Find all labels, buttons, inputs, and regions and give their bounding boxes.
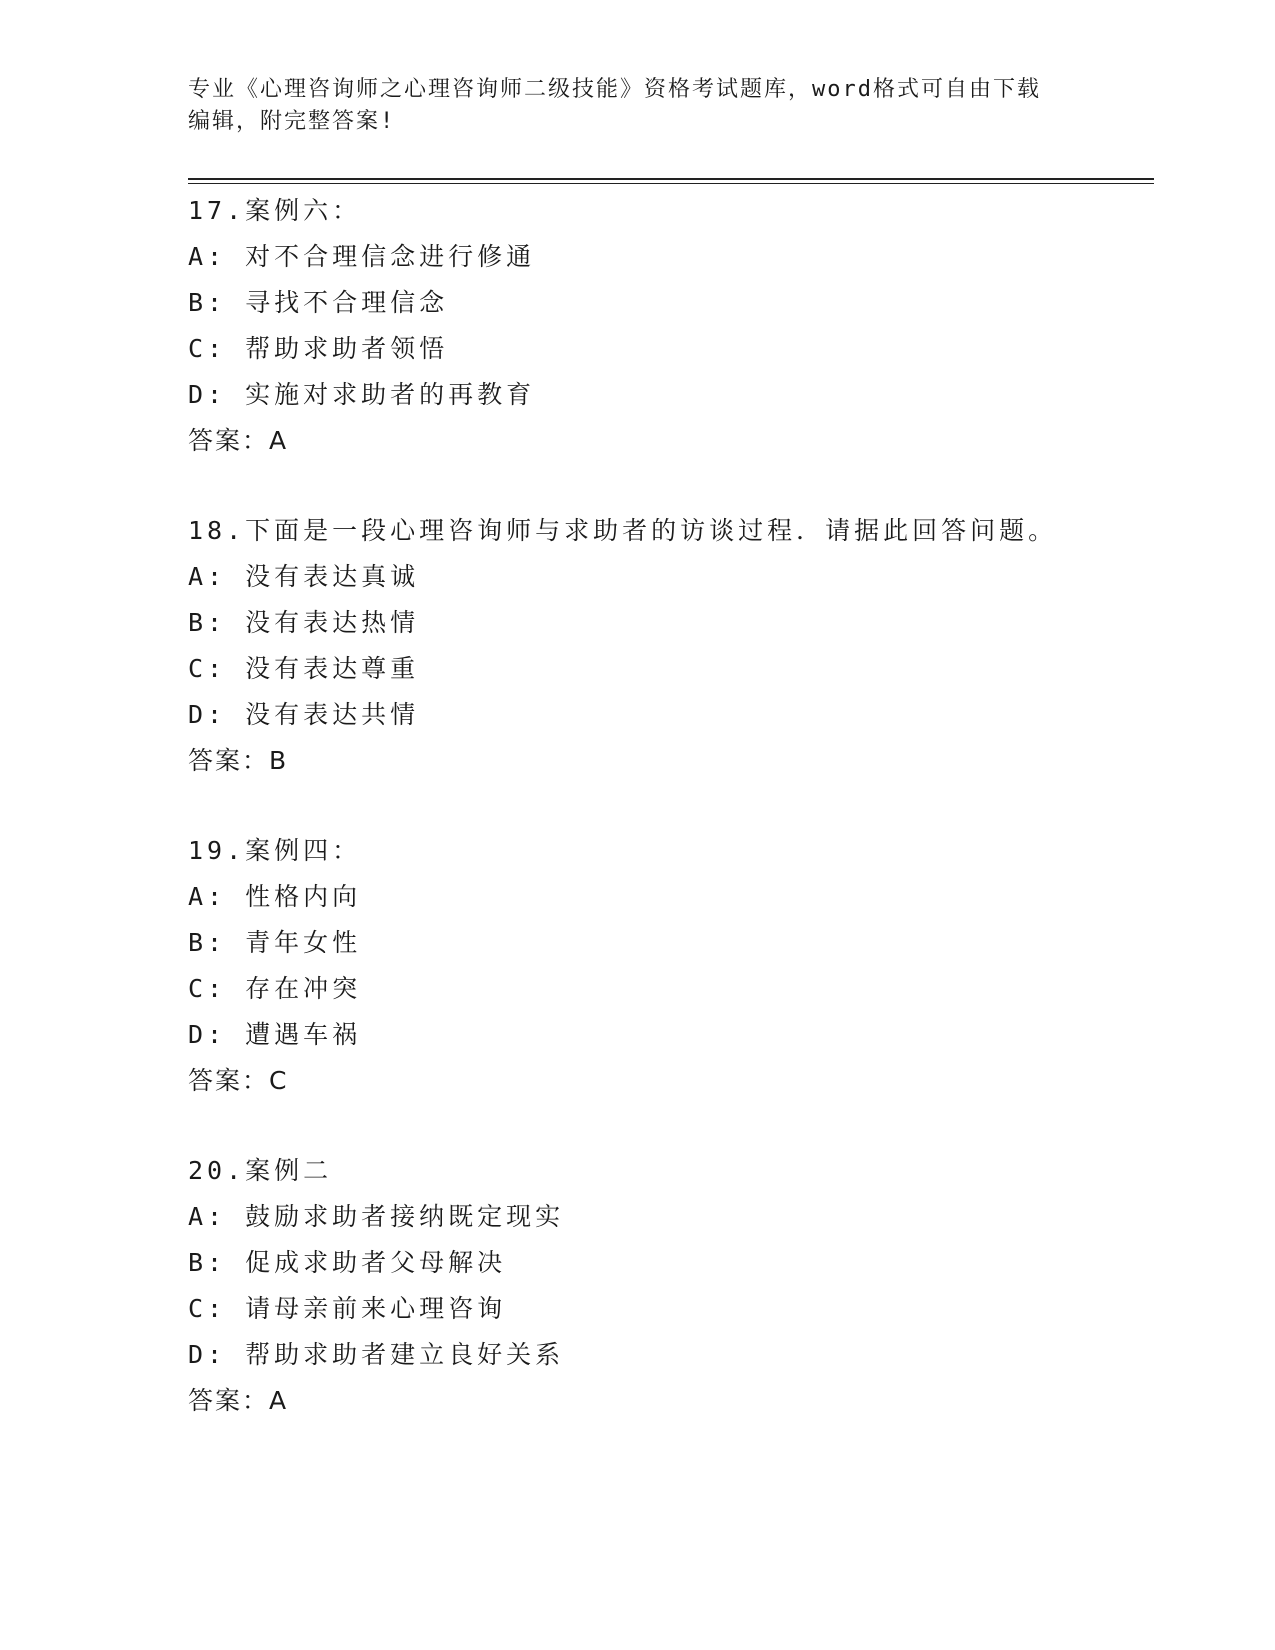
document-header — [188, 74, 1088, 138]
option-c: C: 没有表达尊重 — [188, 654, 420, 683]
option-c: C: 请母亲前来心理咨询 — [188, 1294, 507, 1323]
option-d: D: 帮助求助者建立良好关系 — [188, 1340, 565, 1369]
option-d: D: 没有表达共情 — [188, 700, 420, 729]
question-stem: 18.下面是一段心理咨询师与求助者的访谈过程．请据此回答问题。 — [188, 516, 1058, 545]
option-c: C: 存在冲突 — [188, 974, 362, 1003]
header-divider-thin — [188, 183, 1154, 184]
header-divider-thick — [188, 178, 1154, 180]
question-20 — [188, 1148, 1148, 1424]
question-19 — [188, 828, 1148, 1104]
answer: 答案：A — [188, 426, 289, 455]
question-stem: 19.案例四： — [188, 836, 362, 865]
option-a: A: 性格内向 — [188, 882, 362, 911]
option-a: A: 鼓励求助者接纳既定现实 — [188, 1202, 565, 1231]
question-stem: 17.案例六： — [188, 196, 362, 225]
option-a: A: 对不合理信念进行修通 — [188, 242, 536, 271]
option-b: B: 寻找不合理信念 — [188, 288, 449, 317]
option-a: A: 没有表达真诚 — [188, 562, 420, 591]
question-18 — [188, 508, 1148, 784]
answer: 答案：C — [188, 1066, 289, 1095]
answer: 答案：A — [188, 1386, 289, 1415]
option-d: D: 遭遇车祸 — [188, 1020, 362, 1049]
option-b: B: 促成求助者父母解决 — [188, 1248, 507, 1277]
option-b: B: 没有表达热情 — [188, 608, 420, 637]
option-c: C: 帮助求助者领悟 — [188, 334, 449, 363]
option-d: D: 实施对求助者的再教育 — [188, 380, 536, 409]
header-line-2: 编辑，附完整答案! — [188, 109, 396, 134]
option-b: B: 青年女性 — [188, 928, 362, 957]
header-line-1: 专业《心理咨询师之心理咨询师二级技能》资格考试题库，word格式可自由下载 — [188, 77, 1041, 102]
question-17 — [188, 188, 1148, 464]
question-stem: 20.案例二 — [188, 1156, 333, 1185]
answer: 答案：B — [188, 746, 289, 775]
